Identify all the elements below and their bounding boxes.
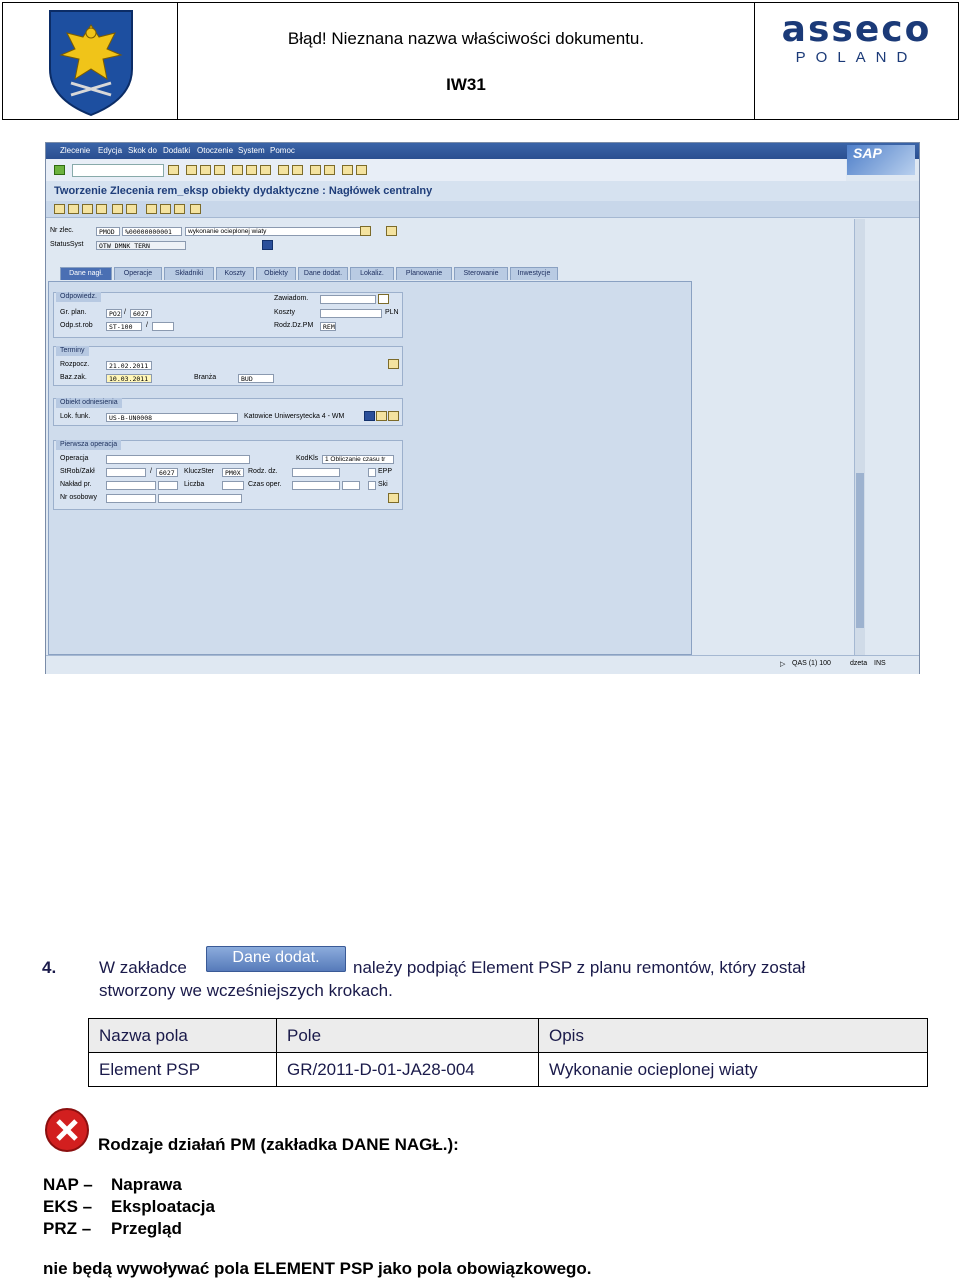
workcenter-op-plant-field[interactable]: 6027	[156, 468, 178, 477]
person-label: Nr osobowy	[60, 494, 97, 501]
key-field[interactable]: 1 Obliczanie czasu tr	[322, 455, 394, 464]
layout-icon[interactable]	[356, 165, 367, 175]
vertical-scrollbar[interactable]	[854, 219, 865, 655]
workcenter-op-field[interactable]	[106, 468, 146, 477]
asseco-logo: asseco	[781, 9, 932, 50]
find-next-icon[interactable]	[260, 165, 271, 175]
type-name: Eksploatacja	[111, 1197, 215, 1216]
step-text-line2: stworzony we wcześniejszych krokach.	[99, 981, 393, 1000]
help-icon[interactable]	[342, 165, 353, 175]
tab-koszty[interactable]: Koszty	[216, 267, 254, 280]
effort-field[interactable]	[106, 481, 156, 490]
system-info: QAS (1) 100	[792, 660, 831, 667]
plan-group-plant-field[interactable]: 6027	[130, 309, 152, 318]
exit-icon[interactable]	[200, 165, 211, 175]
error-x-icon	[44, 1107, 90, 1153]
toolbar-icon-2[interactable]	[68, 204, 79, 214]
activity-types-list	[43, 1175, 215, 1241]
transaction-code: IW31	[446, 75, 486, 94]
menu-pomoc[interactable]: Pomoc	[270, 146, 295, 155]
duration-field[interactable]	[292, 481, 340, 490]
end-date-field[interactable]: 10.03.2011	[106, 374, 152, 383]
field-table	[88, 1018, 928, 1087]
document-title-cell	[177, 2, 755, 120]
branch-field[interactable]: BUD	[238, 374, 274, 383]
toolbar-icon-6[interactable]	[126, 204, 137, 214]
workcenter-op-label: StRob/Zakł	[60, 468, 95, 475]
funcloc-structure-icon[interactable]	[376, 411, 387, 421]
plan-group-label: Gr. plan.	[60, 309, 87, 316]
group-first-operation	[53, 440, 403, 510]
group-responsible-title: Odpowiedz.	[56, 292, 101, 302]
type-code: NAP –	[43, 1175, 93, 1194]
workcenter-plant-field[interactable]	[152, 322, 174, 331]
menu-otoczenie[interactable]: Otoczenie	[197, 146, 234, 155]
list-item	[43, 1197, 215, 1219]
status-info-icon[interactable]	[262, 240, 273, 250]
group-reference-title: Obiekt odniesienia	[56, 398, 122, 408]
funcloc-info-icon[interactable]	[364, 411, 375, 421]
tab-button-image: Dane dodat.	[206, 946, 346, 972]
cancel-icon[interactable]	[214, 165, 225, 175]
slash-3: /	[150, 468, 152, 475]
notification-label: Zawiadom.	[274, 295, 309, 302]
system-status-field: OTW DMNK TERN	[96, 241, 186, 250]
sap-status-bar	[46, 655, 919, 674]
list-item	[43, 1219, 215, 1241]
menu-dodatki[interactable]: Dodatki	[163, 146, 191, 155]
sap-command-bar	[46, 159, 846, 182]
cell-description: Wykonanie ocieplonej wiaty	[539, 1053, 928, 1087]
activity-type-field[interactable]: REM	[320, 322, 336, 331]
note-text: nie będą wywoływać pola ELEMENT PSP jako pola obowiązkowego.	[43, 1259, 592, 1278]
menu-system[interactable]: System	[238, 146, 265, 155]
group-dates	[53, 346, 403, 386]
sap-application-toolbar	[46, 201, 919, 218]
print-icon[interactable]	[232, 165, 243, 175]
notification-field[interactable]	[320, 295, 376, 304]
funcloc-label: Lok. funk.	[60, 413, 91, 420]
warning-title: Rodzaje działań PM (zakładka DANE NAGŁ.):	[98, 1135, 459, 1154]
cell-field: GR/2011-D-01-JA28-004	[277, 1053, 539, 1087]
scrollbar-thumb[interactable]	[856, 473, 864, 628]
start-date-field[interactable]: 21.02.2011	[106, 361, 152, 370]
toolbar-icon-8[interactable]	[160, 204, 171, 214]
order-description-field[interactable]: wykonanie ocieplonej wiaty	[185, 227, 361, 236]
workcenter-field[interactable]: ST-100	[106, 322, 142, 331]
tab-panel-dane-nagl	[48, 281, 692, 655]
plan-group-field[interactable]: PO2	[106, 309, 122, 318]
group-dates-title: Terminy	[56, 346, 89, 356]
back-icon[interactable]	[186, 165, 197, 175]
menu-skok-do[interactable]: Skok do	[128, 146, 157, 155]
screen-title: Tworzenie Zlecenia rem_eksp obiekty dydaktyczne : Nagłówek centralny	[54, 185, 433, 197]
server-info: dzeta	[850, 660, 868, 667]
key-label: KodKls	[296, 455, 319, 462]
funcloc-field[interactable]: US-B-UN0008	[106, 413, 238, 422]
branch-label: Branża	[194, 374, 217, 381]
dates-detail-icon[interactable]	[388, 359, 399, 369]
command-field[interactable]	[72, 164, 164, 177]
end-date-label: Baz.zak.	[60, 374, 87, 381]
sap-screenshot	[45, 142, 920, 674]
costs-label: Koszty	[274, 309, 296, 316]
input-mode: INS	[874, 660, 886, 667]
header-cell-name: Nazwa pola	[89, 1019, 277, 1053]
epp-label: EPP	[378, 468, 393, 475]
step-text-start: W zakładce	[99, 958, 187, 977]
company-logo-cell	[754, 2, 959, 120]
tab-skladniki[interactable]: Składniki	[164, 267, 214, 280]
start-date-label: Rozpocz.	[60, 361, 90, 368]
first-page-icon[interactable]	[278, 165, 289, 175]
toolbar-icon-10[interactable]	[190, 204, 201, 214]
type-name: Naprawa	[111, 1175, 182, 1194]
type-code: PRZ –	[43, 1219, 92, 1238]
header-cell-description: Opis	[539, 1019, 928, 1053]
person-name-field	[158, 494, 242, 503]
notification-create-icon[interactable]	[378, 294, 389, 304]
coat-of-arms-cell	[2, 2, 178, 120]
tab-planowanie[interactable]: Planowanie	[396, 267, 452, 280]
coat-of-arms-icon	[3, 3, 177, 119]
currency-text: PLN	[385, 309, 399, 316]
asseco-logo-country: POLAND	[795, 49, 918, 66]
document-title: Błąd! Nieznana nazwa właściwości dokumentu.	[287, 29, 645, 48]
toolbar-icon-1[interactable]	[54, 204, 65, 214]
arrow-right-icon[interactable]: ▷	[780, 661, 786, 668]
table-header-row	[89, 1019, 928, 1053]
tab-sterowanie[interactable]: Sterowanie	[454, 267, 508, 280]
sap-logo: SAP	[847, 145, 915, 175]
toolbar-icon-4[interactable]	[96, 204, 107, 214]
tab-lokaliz[interactable]: Lokaliz.	[350, 267, 394, 280]
toolbar-icon-9[interactable]	[174, 204, 185, 214]
new-session-icon[interactable]	[310, 165, 321, 175]
toolbar-icon-5[interactable]	[112, 204, 123, 214]
sap-title-bar	[46, 181, 919, 201]
order-header-area	[46, 219, 856, 263]
funcloc-display-icon[interactable]	[388, 411, 399, 421]
group-responsible	[53, 292, 403, 338]
activity-type-label: Rodz.Dz.PM	[274, 322, 314, 329]
operation-field[interactable]	[106, 455, 250, 464]
group-operation-title: Pierwsza operacja	[56, 440, 121, 450]
order-label: Nr zlec.	[50, 227, 74, 234]
operation-label: Operacja	[60, 455, 89, 462]
document-header	[0, 0, 960, 122]
long-text-icon[interactable]	[360, 226, 371, 236]
order-number-field[interactable]: %00000000001	[122, 227, 182, 236]
person-field[interactable]	[106, 494, 156, 503]
tab-dane-dodat[interactable]: Dane dodat.	[298, 267, 348, 280]
operation-detail-icon[interactable]	[388, 493, 399, 503]
slash-1: /	[124, 309, 126, 316]
step-number: 4.	[42, 958, 57, 977]
table-row	[89, 1053, 928, 1087]
type-name: Przegląd	[111, 1219, 182, 1238]
count-field[interactable]	[222, 481, 244, 490]
tab-obiekty[interactable]: Obiekty	[256, 267, 296, 280]
find-icon[interactable]	[246, 165, 257, 175]
cell-name: Element PSP	[89, 1053, 277, 1087]
work-type-field[interactable]	[292, 468, 340, 477]
status-label: StatusSyst	[50, 241, 84, 248]
list-item	[43, 1175, 215, 1197]
sap-tabstrip	[60, 267, 860, 281]
duration-label: Czas oper.	[248, 481, 282, 488]
header-cell-field: Pole	[277, 1019, 539, 1053]
sap-menubar	[46, 143, 919, 159]
work-type-label: Rodz. dz.	[248, 468, 278, 475]
menu-edycja[interactable]: Edycja	[98, 146, 123, 155]
tab-dane-nagl[interactable]: Dane nagł.	[60, 267, 112, 280]
menu-zlecenie[interactable]: Zlecenie	[60, 146, 91, 155]
ski-label: Ski	[378, 481, 388, 488]
workcenter-label: Odp.st.rob	[60, 322, 93, 329]
toolbar-icon-3[interactable]	[82, 204, 93, 214]
control-key-label: KluczSter	[184, 468, 214, 475]
funcloc-description: Katowice Uniwersytecka 4 - WM	[244, 413, 345, 420]
effort-unit-field[interactable]	[158, 481, 178, 490]
order-info-icon[interactable]	[386, 226, 397, 236]
duration-unit-field[interactable]	[342, 481, 360, 490]
save-icon[interactable]	[168, 165, 179, 175]
step-text-end: należy podpiąć Element PSP z planu remontów, który został	[353, 958, 806, 977]
effort-label: Nakład pr.	[60, 481, 92, 488]
epp-checkbox[interactable]	[368, 468, 376, 477]
last-page-icon[interactable]	[292, 165, 303, 175]
group-reference-object	[53, 398, 403, 426]
slash-2: /	[146, 322, 148, 329]
order-type-field[interactable]: PMOD	[96, 227, 120, 236]
count-label: Liczba	[184, 481, 205, 488]
control-key-field[interactable]: PM0X	[222, 468, 244, 477]
toolbar-icon-7[interactable]	[146, 204, 157, 214]
ski-checkbox[interactable]	[368, 481, 376, 490]
tab-operacje[interactable]: Operacje	[114, 267, 162, 280]
shortcut-icon[interactable]	[324, 165, 335, 175]
tab-inwestycje[interactable]: Inwestycje	[510, 267, 558, 280]
costs-field[interactable]	[320, 309, 382, 318]
enter-icon[interactable]	[54, 165, 65, 175]
type-code: EKS –	[43, 1197, 93, 1216]
